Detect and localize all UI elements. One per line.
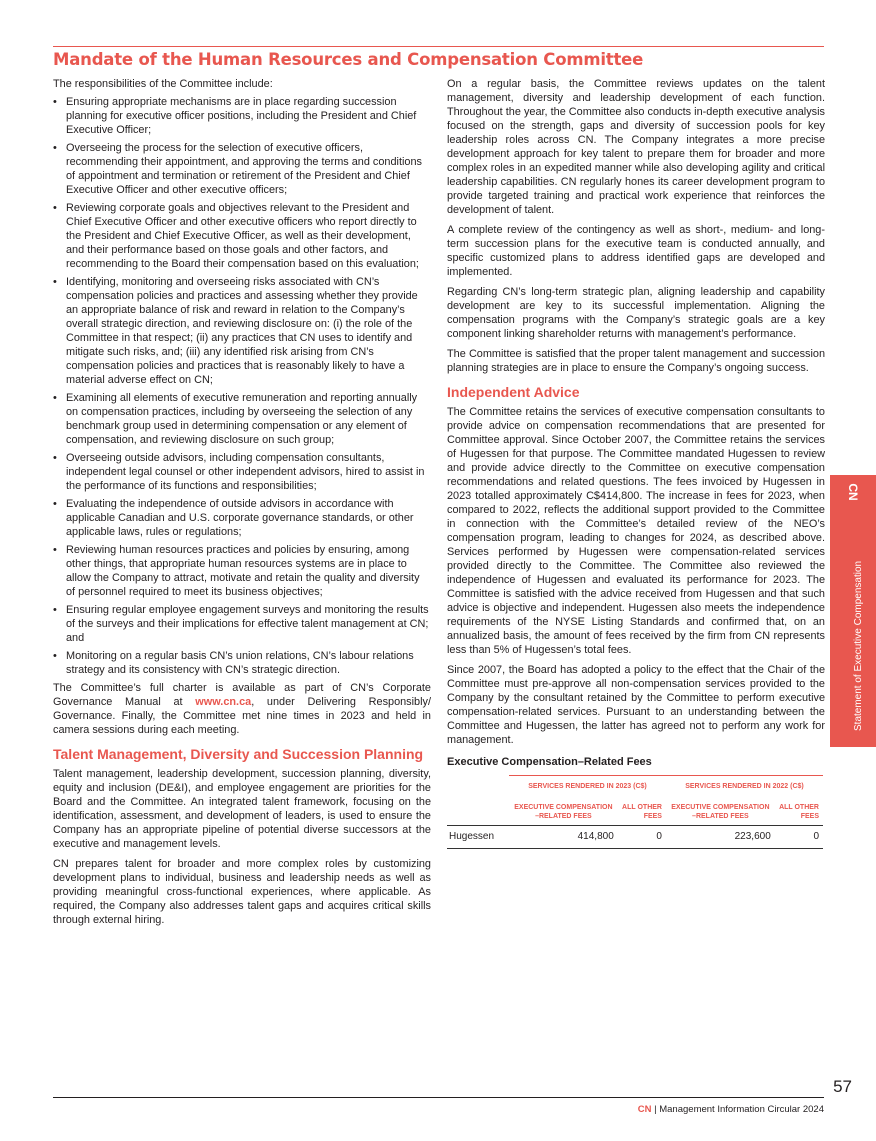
table-header-blank [447,776,509,798]
cell-exec-fees-2023: 414,800 [509,826,618,849]
footer-brand: CN [637,1104,652,1115]
list-item: • Overseeing outside advisors, including compensation consultants, independent legal counsel or other independent advisors, hired to assist in the performance of its functions and responsibilities; [53,452,425,492]
list-item: • Ensuring regular employee engagement surveys and monitoring the results of the surveys and their implications for effective talent management at CN; and [53,604,429,644]
satisfaction-paragraph: The Committee is satisfied that the proper talent management and succession planning strategies are in place to ensure the Company’s ongoing success. [447,348,825,374]
right-column [447,77,825,850]
charter-paragraph: The Committee’s full charter is available as part of CN’s Corporate Governance Manual at www.cn.ca, under Delivering Responsibly/ Governance. Finally, the Committee met nine times in 2023 and held in camera sessions during each meeting. [53,682,431,736]
column-header-other-fees-2023: ALL OTHER FEES [622,804,662,820]
fees-table-title: Executive Compensation–Related Fees [447,756,652,768]
list-item: • Monitoring on a regular basis CN’s union relations, CN’s labour relations strategy and its consistency with CN’s strategic direction. [53,650,414,676]
section-side-tab [830,475,876,747]
footer-text: Management Information Circular 2024 [659,1104,824,1115]
bullet-icon: • [53,452,57,464]
advice-paragraph-1: The Committee retains the services of executive compensation consultants to provide advice on compensation recommendations that are presented for Committee approval. Since October 2007, the Committee retains the services of Hugessen for that purpose. The Committee mandated Hugessen to review and provide advice directly to the Committee on executive compensation recommendations and related questions. The fees invoiced by Hugessen in 2023 totalled approximately C$414,800. The increase in fees for 2023, when compared to 2022, reflects the additional support provided to the Committee in connection with the Committee’s detailed review of the NEO’s compensation program, leading to changes for 2024, as described above. Services performed by Hugessen were compensation-related services provided directly to the Committee. The Committee also reviewed the independence of Hugessen and evaluated its performance for 2023. The Committee is satisfied with the advice received from Hugessen and that such advice is objective and independent. Hugessen also meets the independence requirements of the NYSE Listing Standards and confirmed that, on an annualized basis, the amount of fees received by the firm from CN represents less than 5% of Hugessen’s total fees. [447,406,825,656]
list-item: • Ensuring appropriate mechanisms are in place regarding succession planning for executive officer positions, including the President and Chief Executive Officer; [53,96,417,136]
footer-separator: | [654,1104,657,1115]
list-item: • Examining all elements of executive remuneration and reporting annually on compensation practices, including by overseeing the selection of any benchmark group used in determining compensation or any element of compensation, and reviewing disclosure on such group; [53,392,418,446]
top-rule [53,46,824,47]
talent-review-paragraph: On a regular basis, the Committee reviews updates on the talent management, diversity and leadership development of each function. Throughout the year, the Committee also conducts in-depth executive analysis focused on the strength, gaps and diversity of succession pools for key leadership roles across CN. The Company integrates a more precise development approach for key talent to prepare them for broader and more complex roles in an expedited manner while also developing agility and critical leadership capabilities. CN regularly hones its career development program to provide targeted training and practical work experience that reinforces the development of talent. [447,78,825,216]
succession-review-paragraph: A complete review of the contingency as well as short-, medium- and long-term succession plans for the executive team is conducted annually, and specific customized plans to address identified gaps are developed and implemented. [447,224,825,278]
cn-website-link[interactable]: www.cn.ca [195,696,252,708]
bullet-icon: • [53,498,57,510]
list-item: • Identifying, monitoring and overseeing risks associated with CN’s compensation policies and practices and assessing whether they provide an appropriate balance of risk and reward in relation to the Company’s overall strategic direction, and reviewing disclosure on: (i) the role of the Committee in that respect; (ii) any practices that CN uses to identify and mitigate such risks, and; (iii) any identified risk arising from CN’s compensation policies and practices that is reasonably likely to have a material adverse effect on CN; [53,276,418,386]
cell-other-fees-2022: 0 [775,826,823,849]
fees-table [447,775,823,850]
table-group-header-2023: SERVICES RENDERED IN 2023 (C$) [509,776,666,798]
cell-other-fees-2023: 0 [618,826,666,849]
table-bottom-rule [447,849,823,850]
table-row [447,826,823,849]
column-header-exec-fees-2023: EXECUTIVE COMPENSATION –RELATED FEES [514,804,613,820]
strategic-plan-paragraph: Regarding CN’s long-term strategic plan, aligning leadership and capability development are key to its successful implementation. Aligning the compensation programs with the Company’s strategic goals are a key component linking shareholder returns with management’s performance. [447,286,825,340]
independent-advice-heading: Independent Advice [447,384,580,400]
column-header-exec-fees-2022: EXECUTIVE COMPENSATION –RELATED FEES [671,804,770,820]
bullet-icon: • [53,142,57,154]
intro-text: The responsibilities of the Committee include: [53,78,273,90]
talent-paragraph-2: CN prepares talent for broader and more complex roles by customizing development plans to individual, business and leadership needs as well as providing meaningful cross-functional experiences, where applicable. As required, the Company also addresses talent gaps and acquires critical skills through external hiring. [53,858,431,926]
list-item: • Reviewing human resources practices and policies by ensuring, among other things, that appropriate human resources systems are in place to allow the Company to attract, motivate and retain the quality and diversity of personnel required to meet its business objectives; [53,544,420,598]
bullet-icon: • [53,202,57,214]
table-header-blank [447,797,509,826]
footer [638,1104,824,1115]
list-item: • Reviewing corporate goals and objectives relevant to the President and Chief Executive Officer and other executive officers who report directly to the President and Chief Executive Officer, as well as their development, and their performance based on those goals and other factors, and recommending to the Board their compensation based on this evaluation; [53,202,419,270]
cell-exec-fees-2022: 223,600 [666,826,775,849]
bullet-icon: • [53,392,57,404]
bullet-icon: • [53,96,57,108]
bullet-icon: • [53,604,57,616]
bullet-icon: • [53,276,57,288]
page-title: Mandate of the Human Resources and Compensation Committee [53,50,644,69]
advice-paragraph-2: Since 2007, the Board has adopted a policy to the effect that the Chair of the Committee must pre-approve all non-compensation services provided to the Company by the consultant retained by the Committee to perform executive compensation-related services. Pursuant to an understanding between the Committee and Hugessen, the latter has agreed not to perform any work for management. [447,664,825,746]
table-group-header-2022: SERVICES RENDERED IN 2022 (C$) [666,776,823,798]
list-item: • Evaluating the independence of outside advisors in accordance with applicable Canadian and U.S. corporate governance standards, or other applicable laws, rules or regulations; [53,498,414,538]
talent-heading: Talent Management, Diversity and Succession Planning [53,746,424,762]
bullet-icon: • [53,650,57,662]
responsibilities-list [53,95,431,677]
bullet-icon: • [53,544,57,556]
cn-logo-icon: CN [846,483,860,501]
talent-paragraph-1: Talent management, leadership development, succession planning, diversity, equity and inclusion (DE&I), and employee engagement are priorities for the Board and the Committee. An integrated talent framework, focusing on the identification, assessment, and development of leaders, is used to ensure the Company has an appropriate pipeline of potential diverse successors at the executive and management levels. [53,768,431,850]
row-label: Hugessen [447,826,509,849]
list-item: • Overseeing the process for the selection of executive officers, recommending their appointment, and approving the terms and conditions of appointment and termination or retirement of the President and Chief Executive Officer and other executive officers; [53,142,422,196]
page-number: 57 [833,1077,852,1096]
column-header-other-fees-2022: ALL OTHER FEES [779,804,819,820]
left-column [53,77,431,933]
side-tab-label: Statement of Executive Compensation [853,560,864,731]
bottom-rule [53,1097,824,1098]
